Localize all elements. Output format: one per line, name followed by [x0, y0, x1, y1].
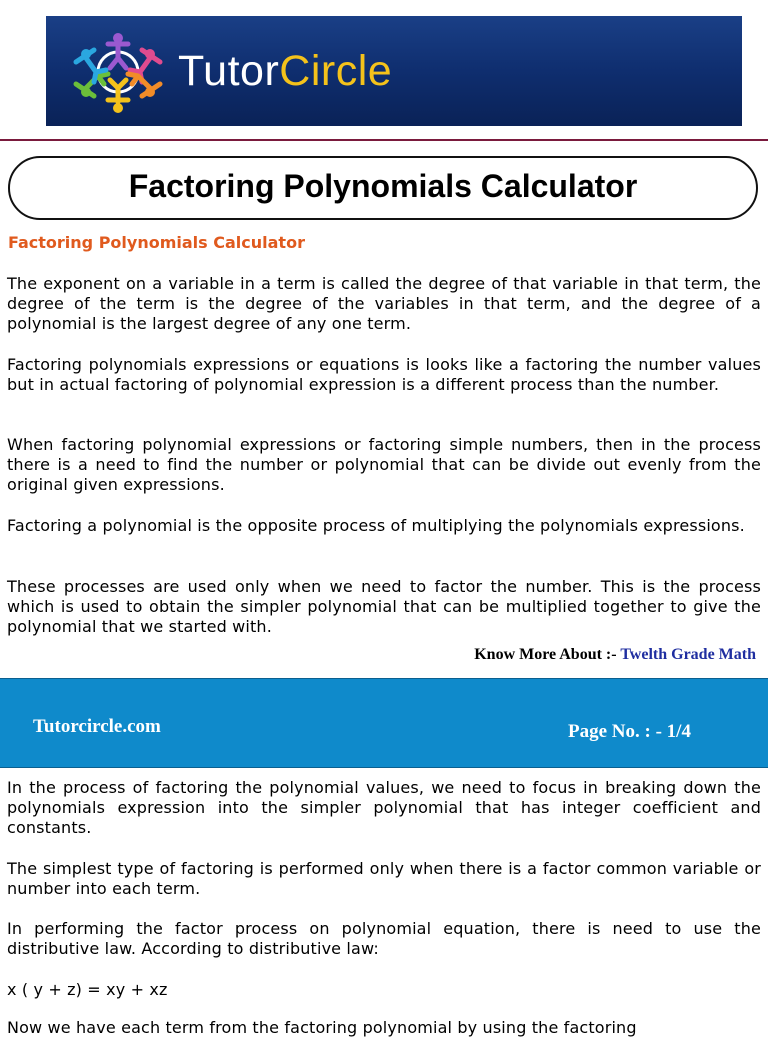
header-divider: [0, 139, 768, 141]
page-title: Factoring Polynomials Calculator: [128, 168, 638, 204]
page-number: Page No. : - 1/4: [568, 721, 691, 742]
paragraph-simplest-type: The simplest type of factoring is performed only when there is a factor common variable or number into each term.: [7, 859, 761, 898]
formula-distributive: x ( y + z) = xy + xz: [7, 980, 168, 999]
paragraph-distributive-law: In performing the factor process on polynomial equation, there is need to use the distributive law. According to distributive law:: [7, 919, 761, 958]
know-more-line: [474, 646, 756, 664]
paragraph-factoring-numbers: When factoring polynomial expressions or factoring simple numbers, then in the process there is a need to find the number or polynomial that can be divide out evenly from the original given expressions.: [7, 435, 761, 494]
paragraph-processes: These processes are used only when we need to factor the number. This is the process which is used to obtain the simpler polynomial that can be multiplied together to give the polynomial that we started with.: [7, 577, 761, 636]
paragraph-cut-off: Now we have each term from the factoring polynomial by using the factoring: [7, 1018, 637, 1037]
tutorcircle-logo-icon: [68, 28, 168, 114]
tutorcircle-banner: [46, 16, 742, 126]
paragraph-factoring-values: Factoring polynomials expressions or equations is looks like a factoring the number values but in actual factoring of polynomial expression is a different process than the number.: [7, 355, 761, 394]
logo-word-tutor: Tutor: [178, 47, 280, 95]
section-subheading: Factoring Polynomials Calculator: [8, 233, 305, 252]
know-more-label: Know More About :-: [474, 646, 617, 663]
title-box: [8, 156, 758, 220]
site-name: Tutorcircle.com: [33, 716, 161, 737]
twelth-grade-math-link[interactable]: Twelth Grade Math: [620, 646, 756, 663]
page-footer-bar: [0, 678, 768, 768]
paragraph-opposite-process: Factoring a polynomial is the opposite process of multiplying the polynomials expressions.: [7, 516, 745, 535]
paragraph-breaking-down: In the process of factoring the polynomial values, we need to focus in breaking down the polynomials expression into the simpler polynomial that has integer coefficient and constants.: [7, 778, 761, 837]
paragraph-degree: The exponent on a variable in a term is called the degree of that variable in that term, the degree of the term is the degree of the variables in that term, and the degree of a polynomial is the largest degree of any one term.: [7, 274, 761, 333]
logo-wordmark: [178, 46, 392, 96]
logo-word-circle: Circle: [279, 47, 393, 95]
